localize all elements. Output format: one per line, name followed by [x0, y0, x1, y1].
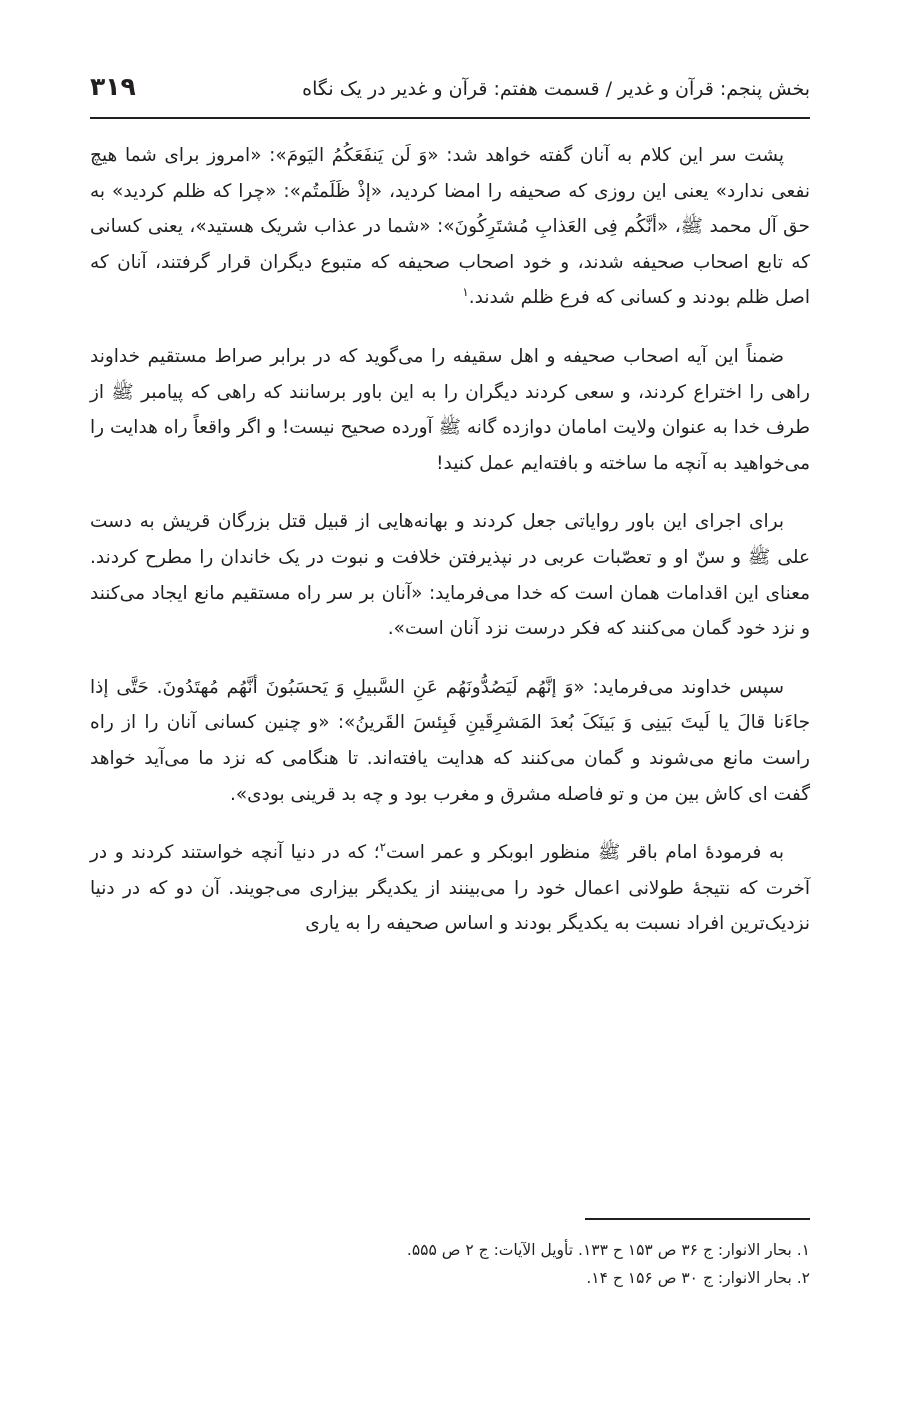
- body-text: [90, 138, 810, 965]
- paragraph-text: سپس خداوند می‌فرماید: «وَ إنَّهُم لَیَصُدُّونَهُم عَنِ السَّبیلِ وَ یَحسَبُونَ أنَّهُم مُهتَدُونَ. حَتَّی إذا جاءَنا قالَ یا لَیتَ بَینِی وَ بَینَکَ بُعدَ المَشرِقَینِ فَبِئسَ القَرینُ»: «و چنین کسانی آنان را از راه راست مانع می‌شوند و گمان می‌کنند که هدایت یافته‌اند. تا هنگامی که نزد ما می‌آید خواهد گفت ای کاش بین من و تو فاصله مشرق و مغرب بود و چه بد قرینی بودی».: [90, 676, 810, 805]
- footnote-rule: [585, 1218, 810, 1220]
- footnote: ۲. بحار الانوار: ج ۳۰ ص ۱۵۶ ح ۱۴.: [586, 1269, 810, 1287]
- paragraph: [90, 504, 810, 646]
- header-rule: [90, 117, 810, 119]
- footnote-ref: ۱: [462, 285, 469, 300]
- paragraph: [90, 339, 810, 481]
- footnote-ref: ۲: [379, 839, 387, 854]
- paragraph: [90, 138, 810, 316]
- footnote: ۱. بحار الانوار: ج ۳۶ ص ۱۵۳ ح ۱۳۳. تأویل الآیات: ج ۲ ص ۵۵۵.: [406, 1241, 810, 1259]
- paragraph-text: پشت سر این کلام به آنان گفته خواهد شد: «وَ لَن یَنفَعَکُمُ الیَومَ»: «امروز برای شما هیچ نفعی ندارد» یعنی این روزی که صحیفه را امضا کردید، «إذْ ظَلَمتُم»: «چرا که ظلم کردید» به حق آل محمد ﷺ، «أنَّکُم فِی العَذابِ مُشتَرِکُونَ»: «شما در عذاب شریک هستید»، یعنی کسانی که تابع اصحاب صحیفه شدند، و خود اصحاب صحیفه که متبوع دیگران قرار گرفتند، آنان که اصل ظلم بودند و کسانی که فرع ظلم شدند.: [90, 145, 810, 309]
- page-number: ۳۱۹: [90, 72, 136, 101]
- running-title: بخش پنجم: قرآن و غدیر / قسمت هفتم: قرآن و غدیر در یک نگاه: [302, 78, 810, 100]
- paragraph-text: ضمناً این آیه اصحاب صحیفه و اهل سقیفه را می‌گوید که در برابر صراط مستقیم خداوند راهی را اختراع کردند، و سعی کردند دیگران را به این باور برسانند که راهی که پیامبر ﷺ از طرف خدا به عنوان ولایت امامان دوازده گانه ﷺ آورده صحیح نیست! و اگر واقعاً راه هدایت را می‌خواهید به آنچه ما ساخته و بافته‌ایم عمل کنید!: [90, 345, 810, 474]
- page-header: [90, 68, 810, 116]
- paragraph: [90, 835, 810, 942]
- footnotes: [90, 1236, 810, 1292]
- paragraph-text: به فرمودهٔ امام باقر ﷺ منظور ابوبکر و عمر است: [386, 842, 785, 864]
- paragraph-text-continued: ؛ که در دنیا آنچه خواستند کردند و در آخرت که نتیجهٔ طولانی اعمال خود را می‌بینند از یکدیگر بیزاری می‌جویند. آن دو که در دنیا نزدیک‌ترین افراد نسبت به یکدیگر بودند و اساس صحیفه را به یاری: [90, 842, 810, 935]
- paragraph-text: برای اجرای این باور روایاتی جعل کردند و بهانه‌هایی از قبیل قتل بزرگان قریش به دست علی ﷺ و سنّ او و تعصّبات عربی در نپذیرفتن خلافت و نبوت در یک خاندان را مطرح کردند. معنای این اقدامات همان است که خدا می‌فرماید: «آنان بر سر راه مستقیم مانع ایجاد می‌کنند و نزد خود گمان می‌کنند که فکر درست نزد آنان است».: [90, 511, 810, 640]
- paragraph: [90, 670, 810, 812]
